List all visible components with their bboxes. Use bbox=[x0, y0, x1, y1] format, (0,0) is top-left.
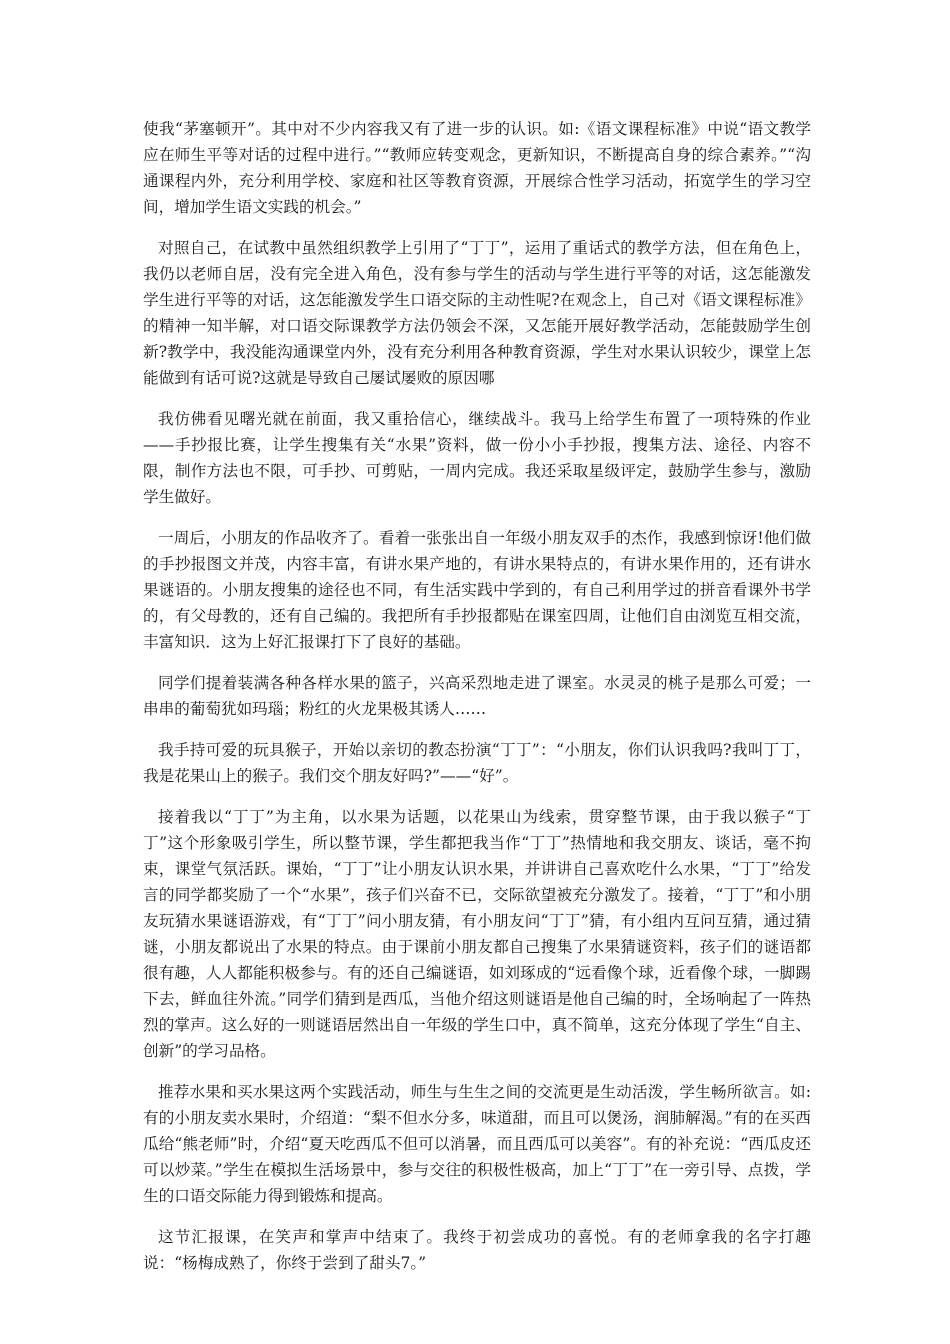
paragraph-6: 我手持可爱的玩具猴子，开始以亲切的教态扮演“丁丁”：“小朋友，你们认识我吗?我叫丁丁，我是花果山上的猴子。我们交个朋友好吗?”——“好”。 bbox=[143, 741, 811, 785]
paragraph-3: 我仿佛看见曙光就在前面，我又重拾信心，继续战斗。我马上给学生布置了一项特殊的作业——手抄报比赛，让学生搜集有关“水果”资料，做一份小小手抄报，搜集方法、途径、内容不限，制作方法也不限，可手抄、可剪贴，一周内完成。我还采取星级评定，鼓励学生参与，激励学生做好。 bbox=[143, 410, 811, 506]
paragraph-9: 这节汇报课，在笑声和掌声中结束了。我终于初尝成功的喜悦。有的老师拿我的名字打趣说：“杨梅成熟了，你终于尝到了甜头7。” bbox=[143, 1228, 811, 1272]
paragraph-7: 接着我以“丁丁”为主角，以水果为话题，以花果山为线索，贯穿整节课，由于我以猴子“丁丁”这个形象吸引学生，所以整节课，学生都把我当作“丁丁”热情地和我交朋友、谈话，毫不拘束，课堂气氛活跃。课始，“丁丁”让小朋友认识水果，并讲讲自己喜欢吃什么水果，“丁丁”给发言的同学都奖励了一个“水果”，孩子们兴奋不已，交际欲望被充分激发了。接着，“丁丁”和小朋友玩猜水果谜语游戏，有“丁丁”问小朋友猜，有小朋友问“丁丁”猜，有小组内互问互猜，通过猜谜，小朋友都说出了水果的特点。由于课前小朋友都自己搜集了水果猜谜资料，孩子们的谜语都很有趣，人人都能积极参与。有的还自己编谜语，如刘琢成的“远看像个球，近看像个球，一脚踢下去，鲜血往外流。”同学们猜到是西瓜，当他介绍这则谜语是他自己编的时，全场响起了一阵热烈的掌声。这么好的一则谜语居然出自一年级的学生口中，真不简单，这充分体现了学生“自主、创新”的学习品格。 bbox=[143, 808, 811, 1060]
paragraph-5: 同学们提着装满各种各样水果的篮子，兴高采烈地走进了课室。水灵灵的桃子是那么可爱；一串串的葡萄犹如玛瑙；粉红的火龙果极其诱人…… bbox=[143, 674, 811, 718]
paragraph-4: 一周后，小朋友的作品收齐了。看着一张张出自一年级小朋友双手的杰作，我感到惊讶!他们做的手抄报图文并茂，内容丰富，有讲水果产地的，有讲水果特点的，有讲水果作用的，还有讲水果谜语的。小朋友搜集的途径也不同，有生活实践中学到的，有自己利用学过的拼音看课外书学的，有父母教的，还有自己编的。我把所有手抄报都贴在课室四周，让他们自由浏览互相交流，丰富知识．这为上好汇报课打下了良好的基础。 bbox=[143, 529, 811, 651]
paragraph-2: 对照自己，在试教中虽然组织教学上引用了“丁丁”，运用了重话式的教学方法，但在角色上，我仍以老师自居，没有完全进入角色，没有参与学生的活动与学生进行平等的对话，这怎能激发学生进行平等的对话，这怎能激发学生口语交际的主动性呢?在观念上，自己对《语文课程标准》的精神一知半解，对口语交际课教学方法仍领会不深，又怎能开展好教学活动，怎能鼓励学生创新?教学中，我没能沟通课堂内外，没有充分利用各种教育资源，学生对水果认识较少，课堂上怎能做到有话可说?这就是导致自己屡试屡败的原因哪 bbox=[143, 239, 811, 387]
paragraph-8: 推荐水果和买水果这两个实践活动，师生与生生之间的交流更是生动活泼，学生畅所欲言。如:有的小朋友卖水果时，介绍道：“梨不但水分多，味道甜，而且可以煲汤，润肺解渴。”有的在买西瓜给“熊老师”时，介绍“夏天吃西瓜不但可以消暑，而且西瓜可以美容”。有的补充说：“西瓜皮还可以炒菜。”学生在模拟生活场景中，参与交往的积极性极高，加上“丁丁”在一旁引导、点拨，学生的口语交际能力得到锻炼和提高。 bbox=[143, 1083, 811, 1205]
document-body bbox=[143, 116, 811, 1291]
paragraph-1: 使我“茅塞顿开”。其中对不少内容我又有了进一步的认识。如:《语文课程标准》中说“语文教学应在师生平等对话的过程中进行。”“教师应转变观念，更新知识，不断提高自身的综合素养。”“沟通课程内外，充分利用学校、家庭和社区等教育资源，开展综合性学习活动，拓宽学生的学习空间，增加学生语文实践的机会。” bbox=[143, 120, 811, 216]
